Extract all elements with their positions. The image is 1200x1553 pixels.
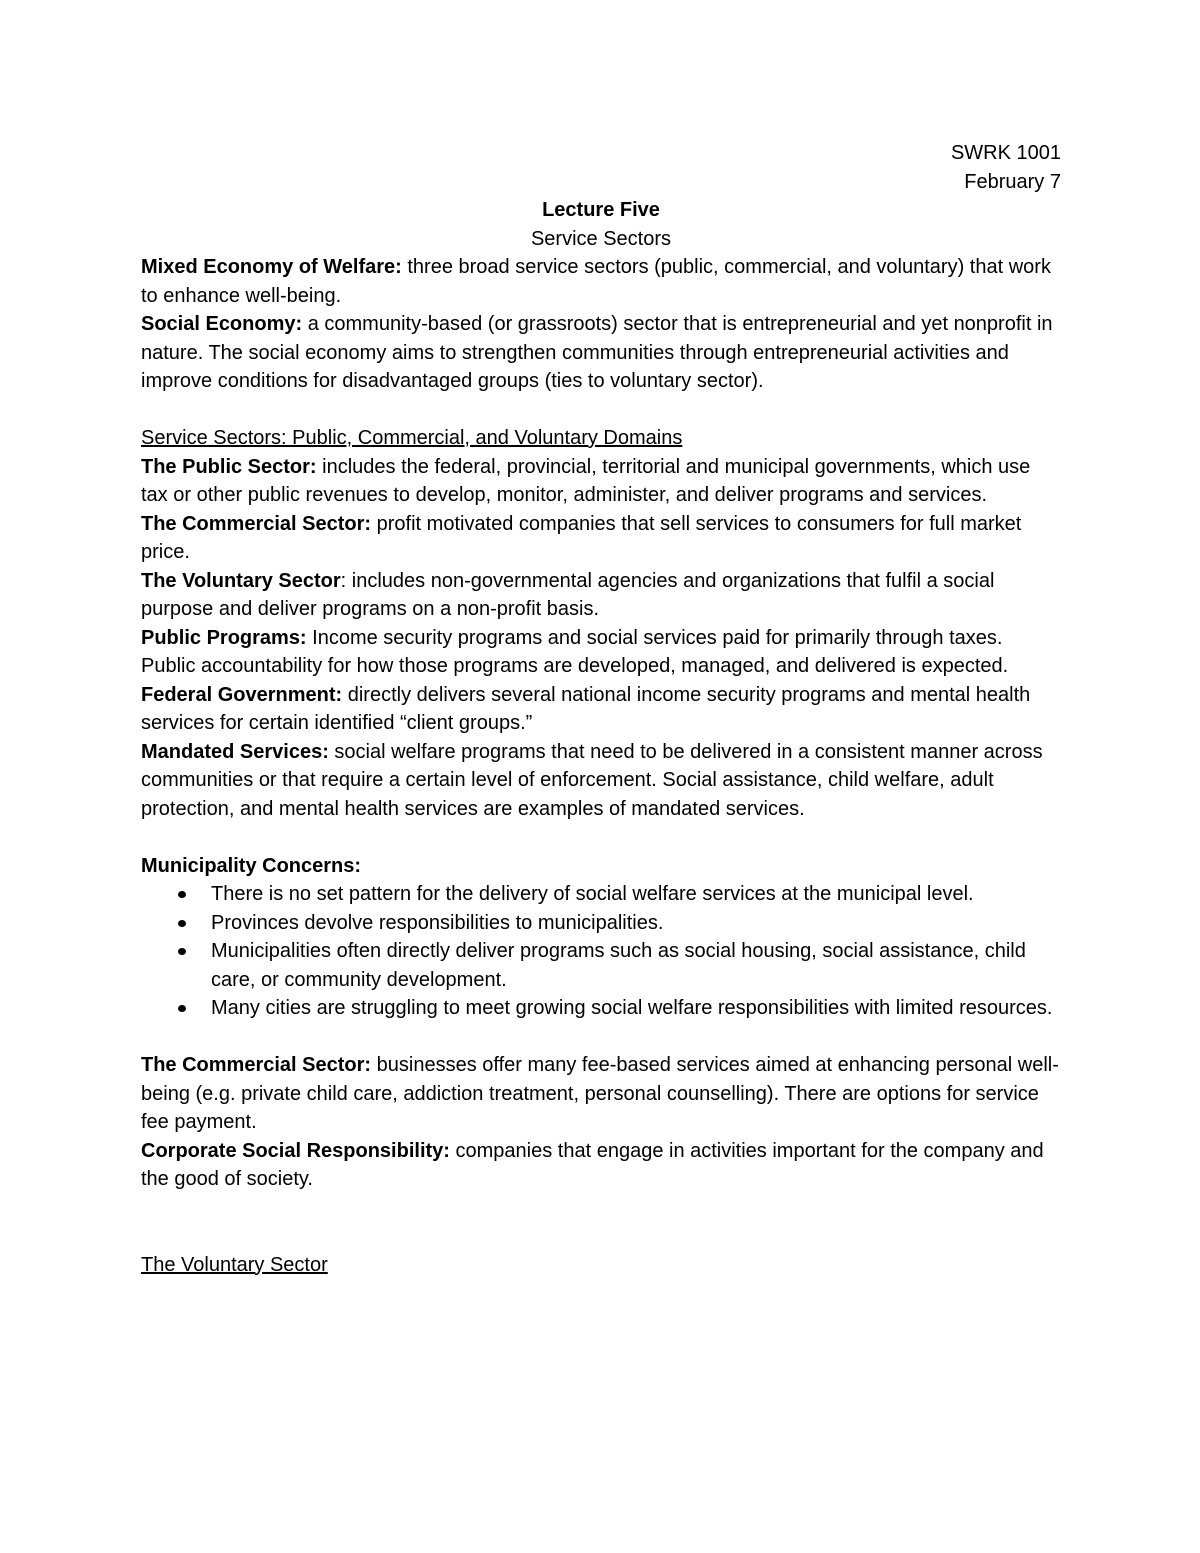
list-item bbox=[141, 937, 1061, 994]
definition-mixed-economy bbox=[141, 253, 1061, 310]
definition-text: businesses offer many fee-based services aimed at enhancing personal well-being (e.g. private child care, addiction treatment, personal counselling). There are options for service fee payment. bbox=[141, 1054, 1059, 1133]
definition-text: includes the federal, provincial, territorial and municipal governments, which use tax or other public revenues to develop, monitor, administer, and deliver programs and services. bbox=[141, 455, 1031, 506]
definition-social-economy bbox=[141, 310, 1061, 396]
definition-term: Mandated Services: bbox=[141, 740, 329, 763]
definition-text: a community-based (or grassroots) sector that is entrepreneurial and yet nonprofit in nature. The social economy aims to strengthen communities through entrepreneurial activities and improve conditions for disadvantaged groups (ties to voluntary sector). bbox=[141, 313, 1053, 392]
definition-mandated-services bbox=[141, 738, 1061, 824]
spacer bbox=[141, 1023, 1061, 1052]
list-item-text: Municipalities often directly deliver programs such as social housing, social assistance, child care, or community development. bbox=[211, 940, 1026, 991]
definition-text: companies that engage in activities important for the company and the good of society. bbox=[141, 1139, 1044, 1190]
list-item bbox=[141, 880, 1061, 909]
definition-commercial-sector-detail bbox=[141, 1051, 1061, 1137]
definition-term: Public Programs: bbox=[141, 626, 307, 649]
list-item-text: Provinces devolve responsibilities to municipalities. bbox=[211, 911, 664, 934]
definition-term: The Commercial Sector: bbox=[141, 1054, 372, 1076]
definition-text: : includes non-governmental agencies and organizations that fulfil a social purpose and deliver programs on a non-profit basis. bbox=[141, 569, 995, 620]
document-page bbox=[141, 139, 1061, 1279]
municipality-list bbox=[141, 880, 1061, 1023]
course-code: SWRK 1001 bbox=[950, 142, 1061, 164]
lecture-date: February 7 bbox=[964, 170, 1061, 193]
section-heading-voluntary-sector: The Voluntary Sector bbox=[141, 1253, 328, 1276]
list-item-text: There is no set pattern for the delivery of social welfare services at the municipal level. bbox=[211, 883, 974, 905]
definition-corporate-social-responsibility bbox=[141, 1137, 1061, 1194]
definition-public-programs bbox=[141, 624, 1061, 681]
list-item bbox=[141, 994, 1061, 1023]
definition-term: Social Economy: bbox=[141, 313, 303, 335]
definition-term: The Commercial Sector: bbox=[141, 512, 372, 535]
definition-commercial-sector bbox=[141, 510, 1061, 567]
definition-public-sector bbox=[141, 453, 1061, 510]
definition-text: profit motivated companies that sell services to consumers for full market price. bbox=[141, 512, 1022, 563]
definition-term: Corporate Social Responsibility: bbox=[141, 1139, 450, 1162]
definition-text: directly delivers several national income security programs and mental health services for certain identified “client groups.” bbox=[141, 683, 1031, 734]
definition-federal-government bbox=[141, 681, 1061, 738]
definition-term: The Voluntary Sector bbox=[141, 569, 341, 592]
bullet-icon bbox=[178, 948, 186, 955]
municipality-heading: Municipality Concerns: bbox=[141, 854, 362, 877]
list-item bbox=[141, 909, 1061, 938]
definition-text: Income security programs and social services paid for primarily through taxes. Public accountability for how those programs are developed, managed, and delivered is expected. bbox=[141, 626, 1009, 677]
bullet-icon bbox=[178, 920, 186, 927]
section-heading-service-sectors: Service Sectors: Public, Commercial, and Voluntary Domains bbox=[141, 427, 683, 449]
definition-voluntary-sector bbox=[141, 567, 1061, 624]
spacer bbox=[141, 1194, 1061, 1251]
spacer bbox=[141, 823, 1061, 852]
definition-term: The Public Sector: bbox=[141, 455, 317, 478]
lecture-title: Lecture Five bbox=[542, 199, 660, 221]
definition-term: Federal Government: bbox=[141, 683, 343, 706]
bullet-icon bbox=[178, 891, 186, 898]
definition-text: three broad service sectors (public, commercial, and voluntary) that work to enhance well-being. bbox=[141, 256, 1051, 307]
list-item-text: Many cities are struggling to meet growing social welfare responsibilities with limited resources. bbox=[211, 997, 1053, 1019]
bullet-icon bbox=[178, 1005, 186, 1012]
spacer bbox=[141, 396, 1061, 425]
definition-text: social welfare programs that need to be delivered in a consistent manner across communities or that require a certain level of enforcement. Social assistance, child welfare, adult protection, and mental health services are examples of mandated services. bbox=[141, 740, 1043, 820]
lecture-subtitle: Service Sectors bbox=[530, 227, 672, 250]
definition-term: Mixed Economy of Welfare: bbox=[141, 256, 402, 278]
